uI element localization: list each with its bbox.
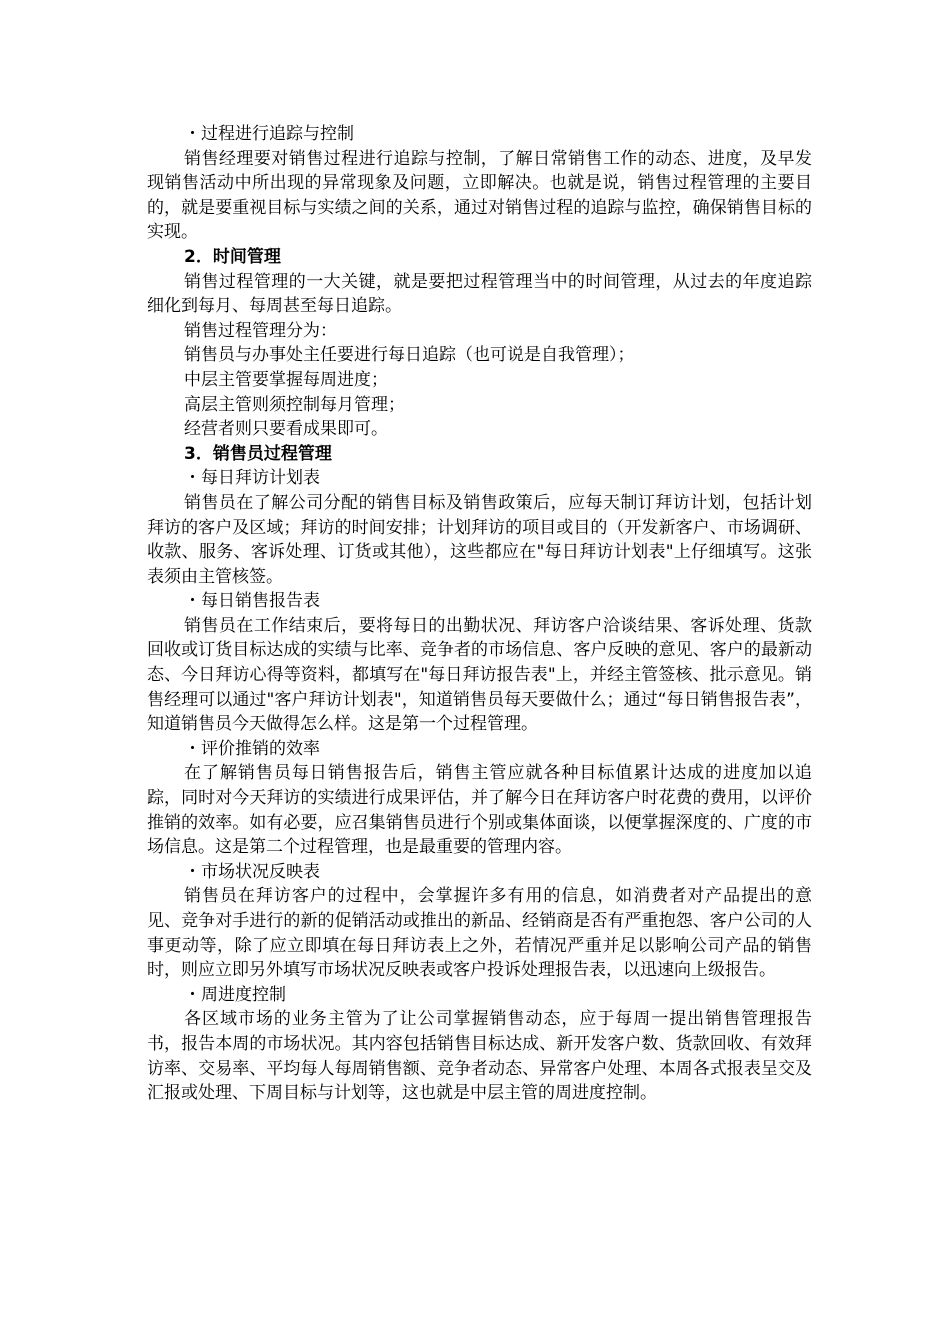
list-item-monthly-control: 高层主管则须控制每月管理； (184, 394, 405, 415)
paragraph-daily-visit-plan: 销售员在了解公司分配的销售目标及销售政策后，应每天制订拜访计划，包括计划拜访的客户及区域；拜访的时间安排；计划拜访的项目或目的（开发新客户、市场调研、收款、服务、客诉处理、订货或其他），这些都应在"每日拜访计划表"上仔细填写。这张表须由主管核签。 (147, 492, 812, 587)
paragraph-weekly-progress-control: 各区域市场的业务主管为了让公司掌握销售动态，应于每周一提出销售管理报告书，报告本周的市场状况。其内容包括销售目标达成、新开发客户数、货款回收、有效拜访率、交易率、平均每人每周销售额、竞争者动态、异常客户处理、本周各式报表呈交及汇报或处理、下周目标与计划等，这也就是中层主管的周进度控制。 (147, 1009, 812, 1104)
bullet-weekly-progress-control: ・周进度控制 (184, 984, 286, 1005)
paragraph-time-management: 销售过程管理的一大关键，就是要把过程管理当中的时间管理，从过去的年度追踪细化到每月、每周甚至每日追踪。 (147, 271, 812, 317)
bullet-daily-visit-plan: ・每日拜访计划表 (184, 468, 320, 489)
bullet-sales-efficiency: ・评价推销的效率 (184, 738, 320, 759)
bullet-daily-sales-report: ・每日销售报告表 (184, 591, 320, 612)
section-heading-salesperson-process: 3．销售员过程管理 (184, 443, 332, 464)
bullet-process-tracking: ・过程进行追踪与控制 (184, 124, 354, 144)
section-heading-time-management: 2．时间管理 (184, 246, 281, 267)
paragraph-process-tracking: 销售经理要对销售过程进行追踪与控制，了解日常销售工作的动态、进度，及早发现销售活动中所出现的异常现象及问题，立即解决。也就是说，销售过程管理的主要目的，就是要重视目标与实绩之间的关系，通过对销售过程的追踪与监控，确保销售目标的实现。 (147, 148, 812, 243)
list-item-results-only: 经营者则只要看成果即可。 (184, 419, 388, 440)
paragraph-daily-sales-report: 销售员在工作结束后，要将每日的出勤状况、拜访客户洽谈结果、客诉处理、货款回收或订货目标达成的实绩与比率、竞争者的市场信息、客户反映的意见、客户的最新动态、今日拜访心得等资料，都填写在"每日拜访报告表"上，并经主管签核、批示意见。销售经理可以通过"客户拜访计划表"，知道销售员每天要做什么；通过“每日销售报告表”，知道销售员今天做得怎么样。这是第一个过程管理。 (147, 615, 812, 735)
list-intro-process-levels: 销售过程管理分为： (184, 320, 337, 341)
list-item-daily-tracking: 销售员与办事处主任要进行每日追踪（也可说是自我管理）； (184, 345, 635, 366)
bullet-market-status-report: ・市场状况反映表 (184, 861, 320, 882)
paragraph-market-status-report: 销售员在拜访客户的过程中，会掌握许多有用的信息，如消费者对产品提出的意见、竞争对手进行的新的促销活动或推出的新品、经销商是否有严重抱怨、客户公司的人事更动等，除了应立即填在每日拜访表上之外，若情况严重并足以影响公司产品的销售时，则应立即另外填写市场状况反映表或客户投诉处理报告表，以迅速向上级报告。 (147, 886, 812, 981)
list-item-weekly-progress: 中层主管要掌握每周进度； (184, 369, 388, 390)
document-page (147, 122, 812, 1106)
paragraph-sales-efficiency: 在了解销售员每日销售报告后，销售主管应就各种目标值累计达成的进度加以追踪，同时对今天拜访的实绩进行成果评估，并了解今日在拜访客户时花费的费用，以评价推销的效率。如有必要，应召集销售员进行个别或集体面谈，以便掌握深度的、广度的市场信息。这是第二个过程管理，也是最重要的管理内容。 (147, 763, 812, 858)
